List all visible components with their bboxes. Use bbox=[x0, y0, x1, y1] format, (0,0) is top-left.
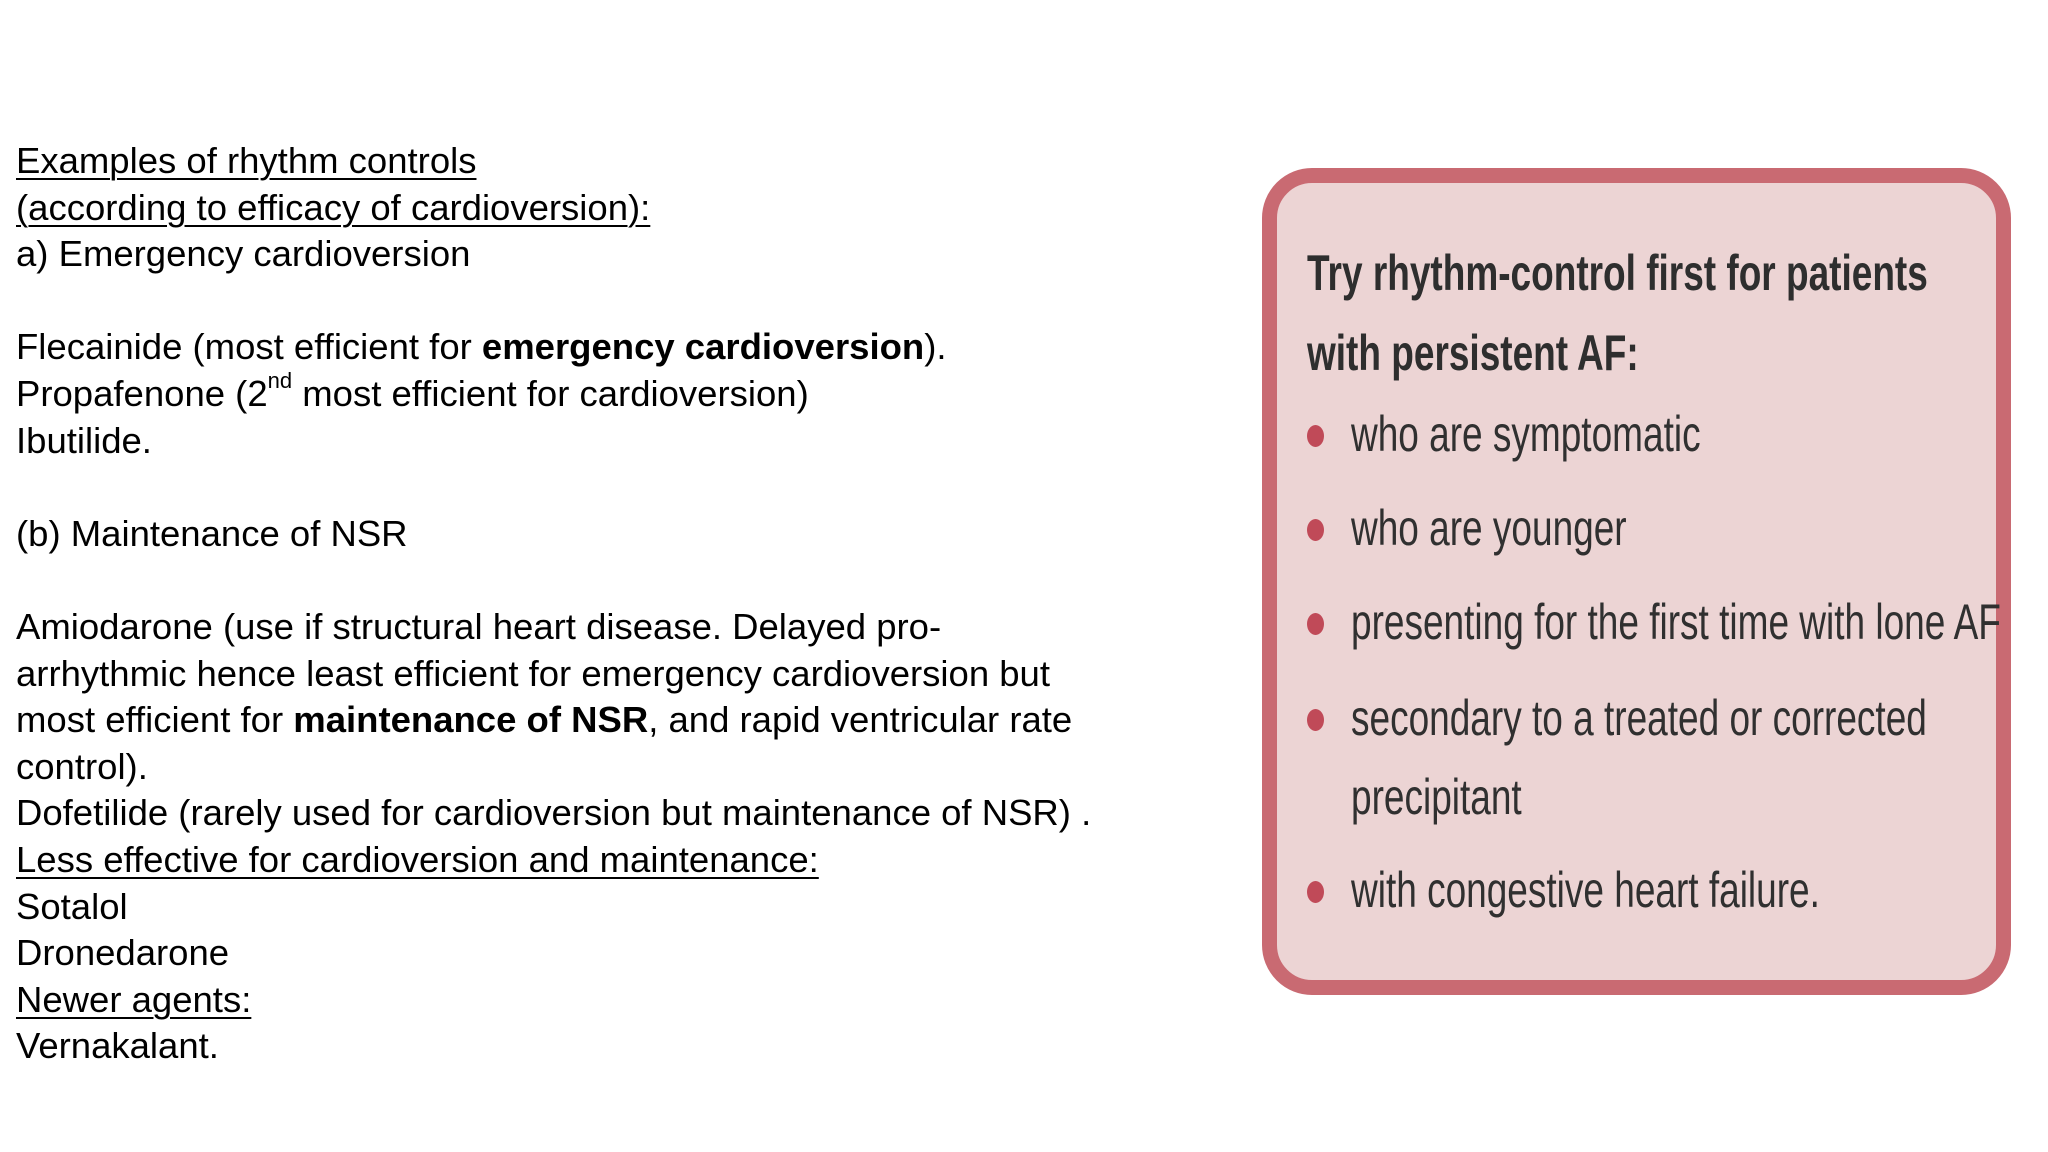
callout-bullet-text bbox=[1351, 395, 1701, 474]
amiodarone-line-4: control). bbox=[16, 745, 148, 787]
section-a-emergency-cardioversion: a) Emergency cardioversion bbox=[16, 233, 471, 275]
amiodarone-text: most efficient for bbox=[16, 699, 294, 741]
flecainide-bold: emergency cardioversion bbox=[481, 326, 925, 368]
amiodarone-bold: maintenance of NSR bbox=[293, 699, 649, 741]
callout-bullet-text bbox=[1351, 489, 1627, 568]
spacer bbox=[16, 278, 1226, 325]
bullet-dot-icon bbox=[1307, 519, 1324, 541]
bullet-dot-icon bbox=[1307, 709, 1324, 731]
amiodarone-line-1: Amiodarone (use if structural heart disease. Delayed pro- bbox=[16, 605, 942, 647]
dofetilide-line: Dofetilide (rarely used for cardioversion but maintenance of NSR) . bbox=[16, 792, 1092, 834]
callout-bullet-item bbox=[1307, 395, 1823, 474]
section-b-maintenance: (b) Maintenance of NSR bbox=[16, 512, 408, 554]
amiodarone-line-3 bbox=[16, 697, 1226, 744]
left-text-block bbox=[16, 138, 1226, 1070]
propafenone-end: most efficient for cardioversion) bbox=[292, 372, 809, 414]
bullet-dot-icon bbox=[1307, 881, 1324, 903]
callout-title bbox=[1307, 233, 1928, 393]
callout-bullet-text bbox=[1351, 583, 2001, 662]
callout-bullet-item bbox=[1307, 851, 1985, 930]
ibutilide-line: Ibutilide. bbox=[16, 419, 152, 461]
heading-efficacy: (according to efficacy of cardioversion): bbox=[16, 186, 651, 228]
bullet-line: precipitant bbox=[1351, 769, 1522, 825]
callout-bullet-item bbox=[1307, 489, 1723, 568]
callout-bullet-text bbox=[1351, 851, 1820, 930]
spacer bbox=[16, 464, 1226, 511]
sotalol-line: Sotalol bbox=[16, 885, 128, 927]
callout-title-line-2: with persistent AF: bbox=[1307, 325, 1639, 381]
callout-bullet-item bbox=[1307, 679, 2048, 837]
propafenone-superscript: nd bbox=[267, 367, 293, 393]
bullet-dot-icon bbox=[1307, 613, 1324, 635]
bullet-dot-icon bbox=[1307, 425, 1324, 447]
propafenone-text: Propafenone (2 bbox=[16, 372, 268, 414]
callout-title-line-1: Try rhythm-control first for patients bbox=[1307, 245, 1928, 301]
amiodarone-line-2: arrhythmic hence least efficient for emergency cardioversion but bbox=[16, 652, 1050, 694]
bullet-line: who are symptomatic bbox=[1351, 406, 1701, 462]
spacer bbox=[16, 557, 1226, 604]
callout-bullet-item bbox=[1307, 583, 2048, 662]
callout-bullet-text bbox=[1351, 679, 1927, 837]
bullet-line: who are younger bbox=[1351, 500, 1627, 556]
vernakalant-line: Vernakalant. bbox=[16, 1025, 219, 1067]
flecainide-line bbox=[16, 324, 1226, 371]
rhythm-control-callout-box bbox=[1262, 168, 2011, 995]
less-effective-heading: Less effective for cardioversion and maintenance: bbox=[16, 838, 819, 880]
propafenone-line bbox=[16, 367, 1226, 418]
newer-agents-heading: Newer agents: bbox=[16, 978, 252, 1020]
bullet-line: secondary to a treated or corrected bbox=[1351, 690, 1927, 746]
bullet-line: with congestive heart failure. bbox=[1351, 862, 1820, 918]
dronedarone-line: Dronedarone bbox=[16, 932, 230, 974]
flecainide-text: Flecainide (most efficient for bbox=[16, 326, 482, 368]
flecainide-end: ). bbox=[924, 326, 947, 368]
bullet-line: presenting for the first time with lone AF bbox=[1351, 594, 2001, 650]
amiodarone-end: , and rapid ventricular rate bbox=[648, 699, 1073, 741]
heading-rhythm-controls: Examples of rhythm controls bbox=[16, 140, 477, 181]
